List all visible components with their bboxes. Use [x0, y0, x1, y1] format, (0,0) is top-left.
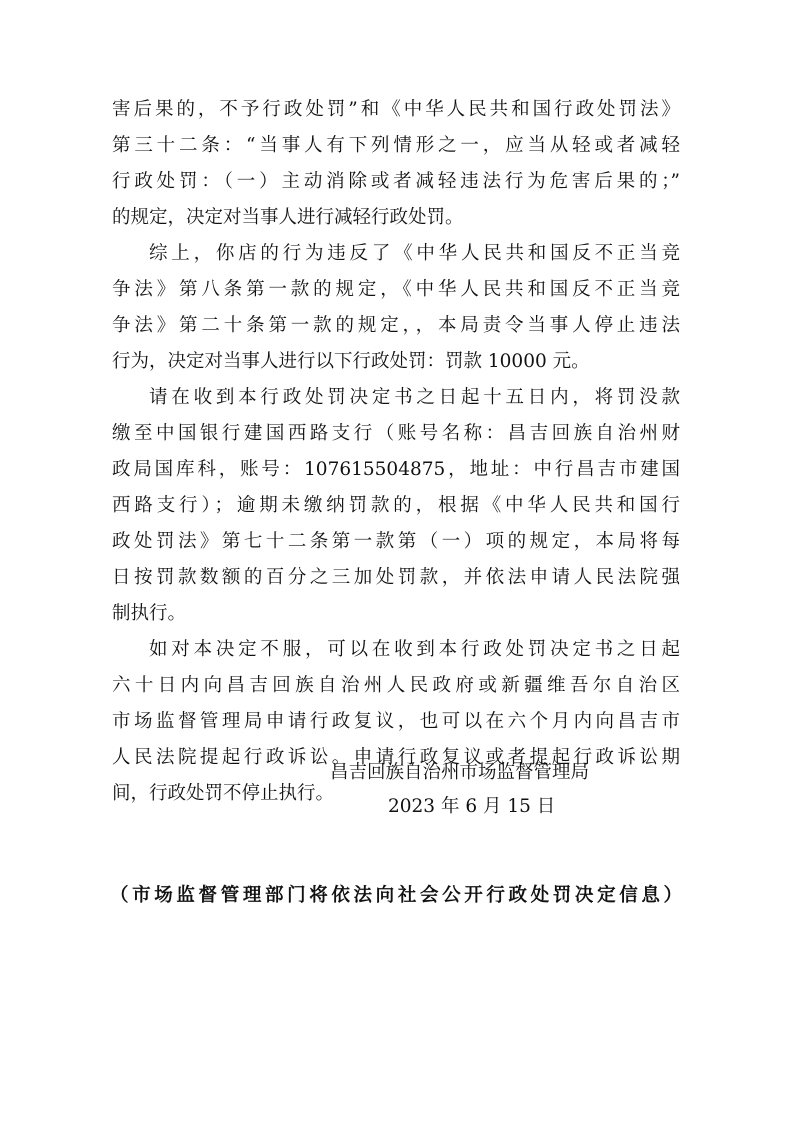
- public-disclosure-notice: （市场监督管理部门将依法向社会公开行政处罚决定信息）: [110, 885, 682, 906]
- text-line: 六十日内向昌吉回族自治州人民政府或新疆维吾尔自治区: [112, 675, 680, 696]
- text-line: 日按罚款数额的百分之三加处罚款，并依法申请人民法院强: [112, 567, 680, 588]
- text-line: 行政处罚：（一）主动消除或者减轻违法行为危害后果的；”: [112, 171, 680, 192]
- text-line: 西路支行）；逾期未缴纳罚款的，根据《中华人民共和国行: [112, 495, 680, 516]
- decision-body: [112, 92, 680, 812]
- text-line: 人民法院提起行政诉讼。申请行政复议或者提起行政诉讼期: [112, 747, 680, 768]
- issuing-authority: 昌吉回族自治州市场监督管理局: [330, 762, 590, 783]
- text-line: 间，行政处罚不停止执行。: [112, 783, 335, 804]
- text-line: 行为，决定对当事人进行以下行政处罚：罚款 10000 元。: [112, 351, 590, 372]
- text-line: 制执行。: [112, 603, 187, 624]
- text-line: 政局国库科，账号：107615504875，地址：中行昌吉市建国: [112, 459, 680, 480]
- text-line: 的规定，决定对当事人进行减轻行政处罚。: [112, 207, 464, 228]
- text-line: 请在收到本行政处罚决定书之日起十五日内，将罚没款: [149, 387, 680, 408]
- text-line: 第三十二条：“当事人有下列情形之一，应当从轻或者减轻: [112, 135, 680, 156]
- text-line: 害后果的，不予行政处罚”和《中华人民共和国行政处罚法》: [112, 99, 680, 120]
- text-line: 综上，你店的行为违反了《中华人民共和国反不正当竞: [149, 243, 680, 264]
- text-line: 市场监督管理局申请行政复议，也可以在六个月内向昌吉市: [112, 711, 680, 732]
- issue-date: 2023 年 6 月 15 日: [388, 796, 556, 817]
- text-line: 争法》第二十条第一款的规定，，本局责令当事人停止违法: [112, 315, 680, 336]
- text-line: 缴至中国银行建国西路支行（账号名称：昌吉回族自治州财: [112, 423, 680, 444]
- signature-block: [330, 756, 650, 824]
- text-line: 如对本决定不服，可以在收到本行政处罚决定书之日起: [149, 639, 680, 660]
- text-line: 争法》第八条第一款的规定，《中华人民共和国反不正当竞: [112, 279, 680, 300]
- text-line: 政处罚法》第七十二条第一款第（一）项的规定，本局将每: [112, 531, 680, 552]
